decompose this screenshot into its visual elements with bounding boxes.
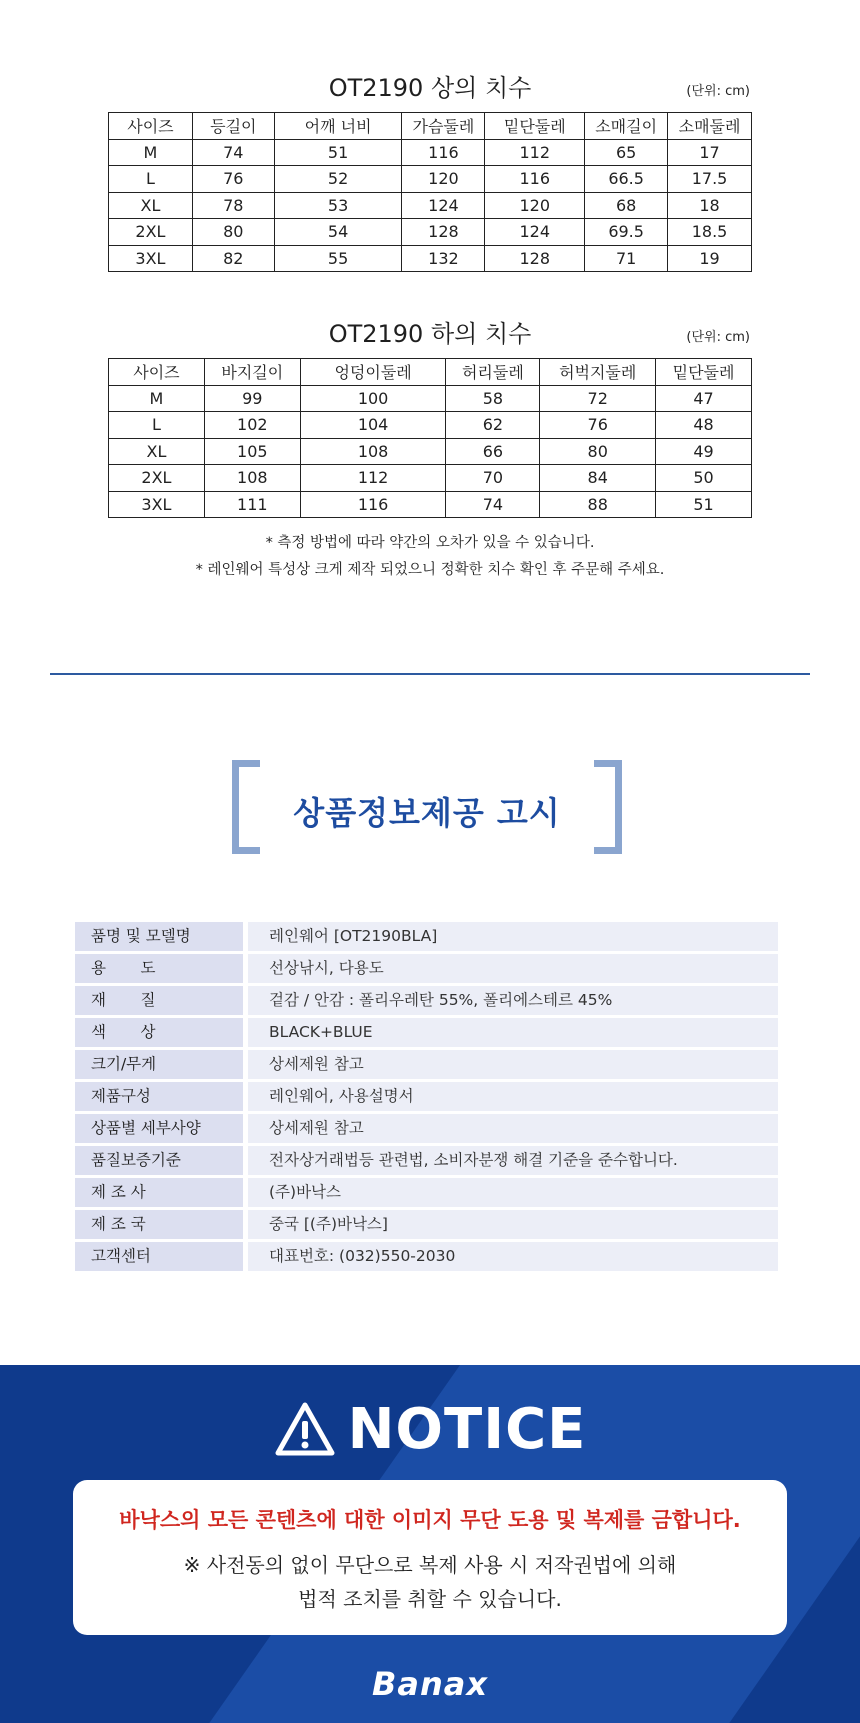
table-cell: 58 bbox=[446, 385, 540, 412]
table-row bbox=[109, 166, 752, 193]
table-row bbox=[109, 219, 752, 246]
column-header: 소매둘레 bbox=[668, 113, 752, 140]
table-row bbox=[109, 245, 752, 272]
info-row bbox=[75, 1210, 778, 1239]
column-header: 사이즈 bbox=[109, 113, 193, 140]
info-label: 용 도 bbox=[75, 954, 243, 983]
table-cell: 3XL bbox=[109, 245, 193, 272]
notice-title: NOTICE bbox=[347, 1397, 587, 1462]
table-cell: 128 bbox=[485, 245, 585, 272]
info-value: BLACK+BLUE bbox=[248, 1018, 778, 1047]
table-cell: 54 bbox=[274, 219, 402, 246]
table-cell: 50 bbox=[656, 465, 752, 492]
bottom-size-title: OT2190 하의 치수 bbox=[328, 320, 532, 348]
table-cell: 132 bbox=[402, 245, 485, 272]
table-cell: 116 bbox=[402, 139, 485, 166]
table-cell: 84 bbox=[540, 465, 656, 492]
table-cell: M bbox=[109, 385, 205, 412]
notice-line-1: ※ 사전동의 없이 무단으로 복제 사용 시 저작권법에 의해 bbox=[183, 1553, 677, 1577]
table-cell: 108 bbox=[300, 438, 446, 465]
table-cell: 128 bbox=[402, 219, 485, 246]
table-cell: 66 bbox=[446, 438, 540, 465]
table-cell: 66.5 bbox=[585, 166, 668, 193]
info-label: 제 조 국 bbox=[75, 1210, 243, 1239]
table-row bbox=[109, 491, 752, 518]
table-cell: 51 bbox=[274, 139, 402, 166]
notice-line-2: 법적 조치를 취할 수 있습니다. bbox=[298, 1587, 562, 1611]
table-cell: XL bbox=[109, 438, 205, 465]
table-cell: 76 bbox=[192, 166, 274, 193]
column-header: 등길이 bbox=[192, 113, 274, 140]
info-row bbox=[75, 1178, 778, 1207]
bottom-size-table bbox=[108, 358, 752, 518]
table-cell: 99 bbox=[204, 385, 300, 412]
table-cell: 116 bbox=[300, 491, 446, 518]
column-header: 밑단둘레 bbox=[485, 113, 585, 140]
top-size-table bbox=[108, 112, 752, 272]
table-cell: 69.5 bbox=[585, 219, 668, 246]
table-cell: XL bbox=[109, 192, 193, 219]
table-cell: 19 bbox=[668, 245, 752, 272]
column-header: 엉덩이둘레 bbox=[300, 359, 446, 386]
column-header: 허벅지둘레 bbox=[540, 359, 656, 386]
table-cell: 62 bbox=[446, 412, 540, 439]
info-value: 레인웨어 [OT2190BLA] bbox=[248, 922, 778, 951]
table-cell: 18 bbox=[668, 192, 752, 219]
info-row bbox=[75, 1146, 778, 1175]
notice-detail bbox=[73, 1548, 787, 1616]
column-header: 어깨 너비 bbox=[274, 113, 402, 140]
info-row bbox=[75, 922, 778, 951]
top-size-title: OT2190 상의 치수 bbox=[328, 74, 532, 102]
column-header: 허리둘레 bbox=[446, 359, 540, 386]
table-cell: 71 bbox=[585, 245, 668, 272]
column-header: 가슴둘레 bbox=[402, 113, 485, 140]
info-value: 상세제원 참고 bbox=[248, 1050, 778, 1079]
table-cell: 53 bbox=[274, 192, 402, 219]
banax-logo: Banax bbox=[372, 1665, 488, 1703]
table-cell: 111 bbox=[204, 491, 300, 518]
table-cell: 51 bbox=[656, 491, 752, 518]
table-cell: 105 bbox=[204, 438, 300, 465]
table-row bbox=[109, 385, 752, 412]
info-value: (주)바낙스 bbox=[248, 1178, 778, 1207]
top-size-section bbox=[108, 70, 752, 272]
table-cell: 17 bbox=[668, 139, 752, 166]
table-row bbox=[109, 465, 752, 492]
column-header: 사이즈 bbox=[109, 359, 205, 386]
column-header: 밑단둘레 bbox=[656, 359, 752, 386]
product-info-table bbox=[75, 922, 778, 1274]
bottom-size-unit: (단위: cm) bbox=[686, 330, 750, 345]
table-cell: 88 bbox=[540, 491, 656, 518]
table-cell: 49 bbox=[656, 438, 752, 465]
notice-warning: 바낙스의 모든 콘텐츠에 대한 이미지 무단 도용 및 복제를 금합니다. bbox=[119, 1508, 741, 1532]
info-value: 겉감 / 안감 : 폴리우레탄 55%, 폴리에스테르 45% bbox=[248, 986, 778, 1015]
table-cell: 112 bbox=[300, 465, 446, 492]
info-row bbox=[75, 954, 778, 983]
bottom-size-section bbox=[108, 316, 752, 518]
info-row bbox=[75, 1050, 778, 1079]
table-cell: 78 bbox=[192, 192, 274, 219]
table-cell: 74 bbox=[446, 491, 540, 518]
warning-icon bbox=[274, 1401, 336, 1459]
info-heading: 상품정보제공 고시 bbox=[293, 794, 561, 832]
table-header-row bbox=[109, 359, 752, 386]
table-cell: 102 bbox=[204, 412, 300, 439]
table-cell: 47 bbox=[656, 385, 752, 412]
table-cell: 116 bbox=[485, 166, 585, 193]
info-label: 품질보증기준 bbox=[75, 1146, 243, 1175]
note-line: * 측정 방법에 따라 약간의 오차가 있을 수 있습니다. bbox=[265, 535, 595, 551]
table-cell: 100 bbox=[300, 385, 446, 412]
table-cell: 74 bbox=[192, 139, 274, 166]
table-cell: 18.5 bbox=[668, 219, 752, 246]
table-row bbox=[109, 412, 752, 439]
table-cell: 120 bbox=[485, 192, 585, 219]
info-label: 크기/무게 bbox=[75, 1050, 243, 1079]
info-value: 선상낚시, 다용도 bbox=[248, 954, 778, 983]
info-label: 제품구성 bbox=[75, 1082, 243, 1111]
info-row bbox=[75, 1082, 778, 1111]
table-cell: 82 bbox=[192, 245, 274, 272]
column-header: 소매길이 bbox=[585, 113, 668, 140]
table-row bbox=[109, 192, 752, 219]
table-cell: 52 bbox=[274, 166, 402, 193]
table-cell: 112 bbox=[485, 139, 585, 166]
table-cell: 124 bbox=[402, 192, 485, 219]
table-cell: L bbox=[109, 412, 205, 439]
table-cell: 2XL bbox=[109, 465, 205, 492]
info-row bbox=[75, 1018, 778, 1047]
table-row bbox=[109, 139, 752, 166]
info-heading-block bbox=[232, 760, 622, 854]
table-cell: 124 bbox=[485, 219, 585, 246]
table-cell: 76 bbox=[540, 412, 656, 439]
info-row bbox=[75, 1242, 778, 1271]
table-cell: 17.5 bbox=[668, 166, 752, 193]
size-notes bbox=[0, 530, 860, 584]
info-row bbox=[75, 986, 778, 1015]
note-line: * 레인웨어 특성상 크게 제작 되었으니 정확한 치수 확인 후 주문해 주세요. bbox=[195, 562, 665, 578]
info-value: 중국 [(주)바낙스] bbox=[248, 1210, 778, 1239]
table-cell: 80 bbox=[192, 219, 274, 246]
info-value: 대표번호: (032)550-2030 bbox=[248, 1242, 778, 1271]
table-cell: 104 bbox=[300, 412, 446, 439]
table-cell: L bbox=[109, 166, 193, 193]
section-divider bbox=[50, 673, 810, 675]
info-label: 색 상 bbox=[75, 1018, 243, 1047]
table-cell: 70 bbox=[446, 465, 540, 492]
table-cell: 80 bbox=[540, 438, 656, 465]
info-label: 제 조 사 bbox=[75, 1178, 243, 1207]
info-label: 상품별 세부사양 bbox=[75, 1114, 243, 1143]
table-cell: 55 bbox=[274, 245, 402, 272]
info-label: 품명 및 모델명 bbox=[75, 922, 243, 951]
info-label: 고객센터 bbox=[75, 1242, 243, 1271]
table-cell: 120 bbox=[402, 166, 485, 193]
table-row bbox=[109, 438, 752, 465]
table-cell: M bbox=[109, 139, 193, 166]
table-cell: 68 bbox=[585, 192, 668, 219]
info-value: 상세제원 참고 bbox=[248, 1114, 778, 1143]
notice-header bbox=[0, 1397, 860, 1462]
info-row bbox=[75, 1114, 778, 1143]
info-value: 레인웨어, 사용설명서 bbox=[248, 1082, 778, 1111]
table-header-row bbox=[109, 113, 752, 140]
table-cell: 72 bbox=[540, 385, 656, 412]
column-header: 바지길이 bbox=[204, 359, 300, 386]
info-value: 전자상거래법등 관련법, 소비자분쟁 해결 기준을 준수합니다. bbox=[248, 1146, 778, 1175]
table-cell: 108 bbox=[204, 465, 300, 492]
table-cell: 3XL bbox=[109, 491, 205, 518]
table-cell: 65 bbox=[585, 139, 668, 166]
notice-banner bbox=[0, 1365, 860, 1723]
notice-box bbox=[73, 1480, 787, 1635]
table-cell: 48 bbox=[656, 412, 752, 439]
top-size-unit: (단위: cm) bbox=[686, 84, 750, 99]
info-label: 재 질 bbox=[75, 986, 243, 1015]
table-cell: 2XL bbox=[109, 219, 193, 246]
